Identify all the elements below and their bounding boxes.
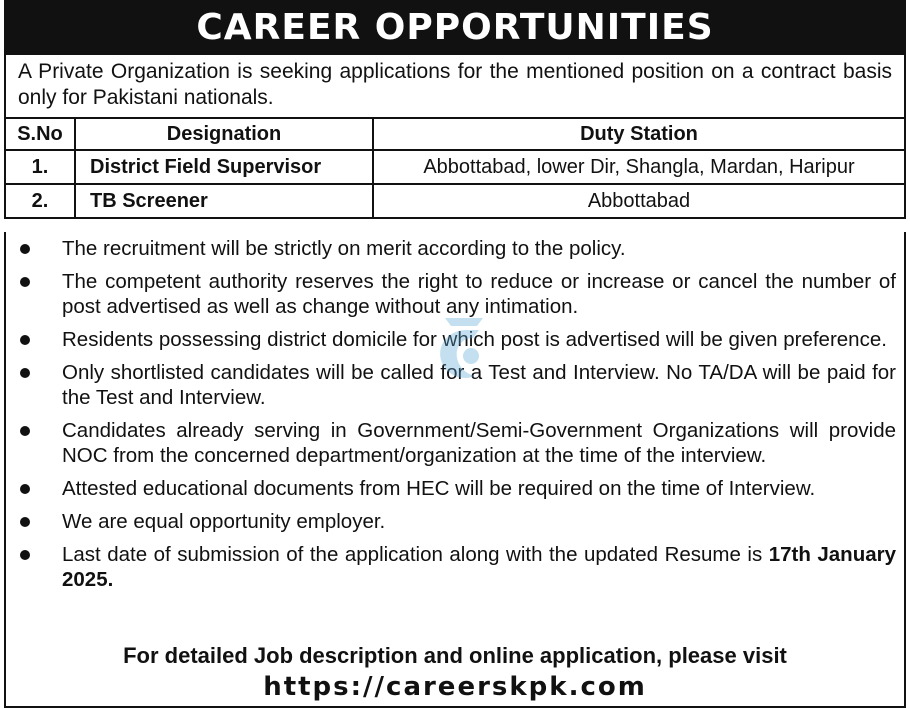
- table-row: [5, 184, 905, 218]
- list-item-text: Candidates already serving in Government/Semi-Government Organizations will provide NOC from the concerned department/organization at the time of the interview.: [62, 419, 896, 467]
- footer-instruction: For detailed Job description and online application, please visit: [123, 643, 787, 668]
- intro-paragraph: A Private Organization is seeking applications for the mentioned position on a contract basis only for Pakistani nationals.: [4, 55, 906, 117]
- row-duty-station: Abbottabad: [373, 184, 905, 218]
- bullet-icon: [20, 368, 30, 378]
- website-link[interactable]: https://careerskpk.com: [263, 672, 647, 702]
- bullet-icon: [20, 550, 30, 560]
- list-item-text: The competent authority reserves the right to reduce or increase or cancel the number of post advertised as well as change without any intimation.: [62, 270, 896, 318]
- row-duty-station: Abbottabad, lower Dir, Shangla, Mardan, Haripur: [373, 150, 905, 184]
- bullet-icon: [20, 244, 30, 254]
- list-item: [6, 509, 896, 534]
- list-item-text: We are equal opportunity employer.: [62, 510, 386, 533]
- list-item: [6, 236, 896, 261]
- row-designation: District Field Supervisor: [75, 150, 373, 184]
- bullet-icon: [20, 335, 30, 345]
- list-item-text: Only shortlisted candidates will be called for a Test and Interview. No TA/DA will be paid for the Test and Interview.: [62, 361, 896, 409]
- row-sno: 2.: [5, 184, 75, 218]
- watermark-logo-icon: [427, 312, 497, 390]
- column-header-designation: Designation: [75, 118, 373, 150]
- terms-list: [6, 232, 904, 592]
- job-advertisement: [4, 0, 906, 708]
- bullet-icon: [20, 277, 30, 287]
- bullet-icon: [20, 426, 30, 436]
- column-header-sno: S.No: [5, 118, 75, 150]
- table-row: [5, 150, 905, 184]
- footer: [6, 642, 904, 704]
- row-sno: 1.: [5, 150, 75, 184]
- page-title: CAREER OPPORTUNITIES: [4, 0, 906, 55]
- column-header-duty-station: Duty Station: [373, 118, 905, 150]
- list-item: [6, 476, 896, 501]
- bullet-icon: [20, 517, 30, 527]
- list-item-text: Residents possessing district domicile for which post is advertised will be given preference.: [62, 328, 887, 351]
- table-header-row: [5, 118, 905, 150]
- positions-table: [4, 117, 906, 219]
- list-item-text: Attested educational documents from HEC will be required on the time of Interview.: [62, 477, 816, 500]
- bullet-icon: [20, 484, 30, 494]
- list-item-deadline: [6, 542, 896, 592]
- row-designation: TB Screener: [75, 184, 373, 218]
- terms-section: [4, 232, 906, 708]
- list-item: [6, 418, 896, 468]
- deadline-text: Last date of submission of the application along with the updated Resume is: [62, 543, 769, 566]
- deadline-date: 17th January 2025.: [62, 543, 896, 591]
- list-item-text: The recruitment will be strictly on merit according to the policy.: [62, 237, 626, 260]
